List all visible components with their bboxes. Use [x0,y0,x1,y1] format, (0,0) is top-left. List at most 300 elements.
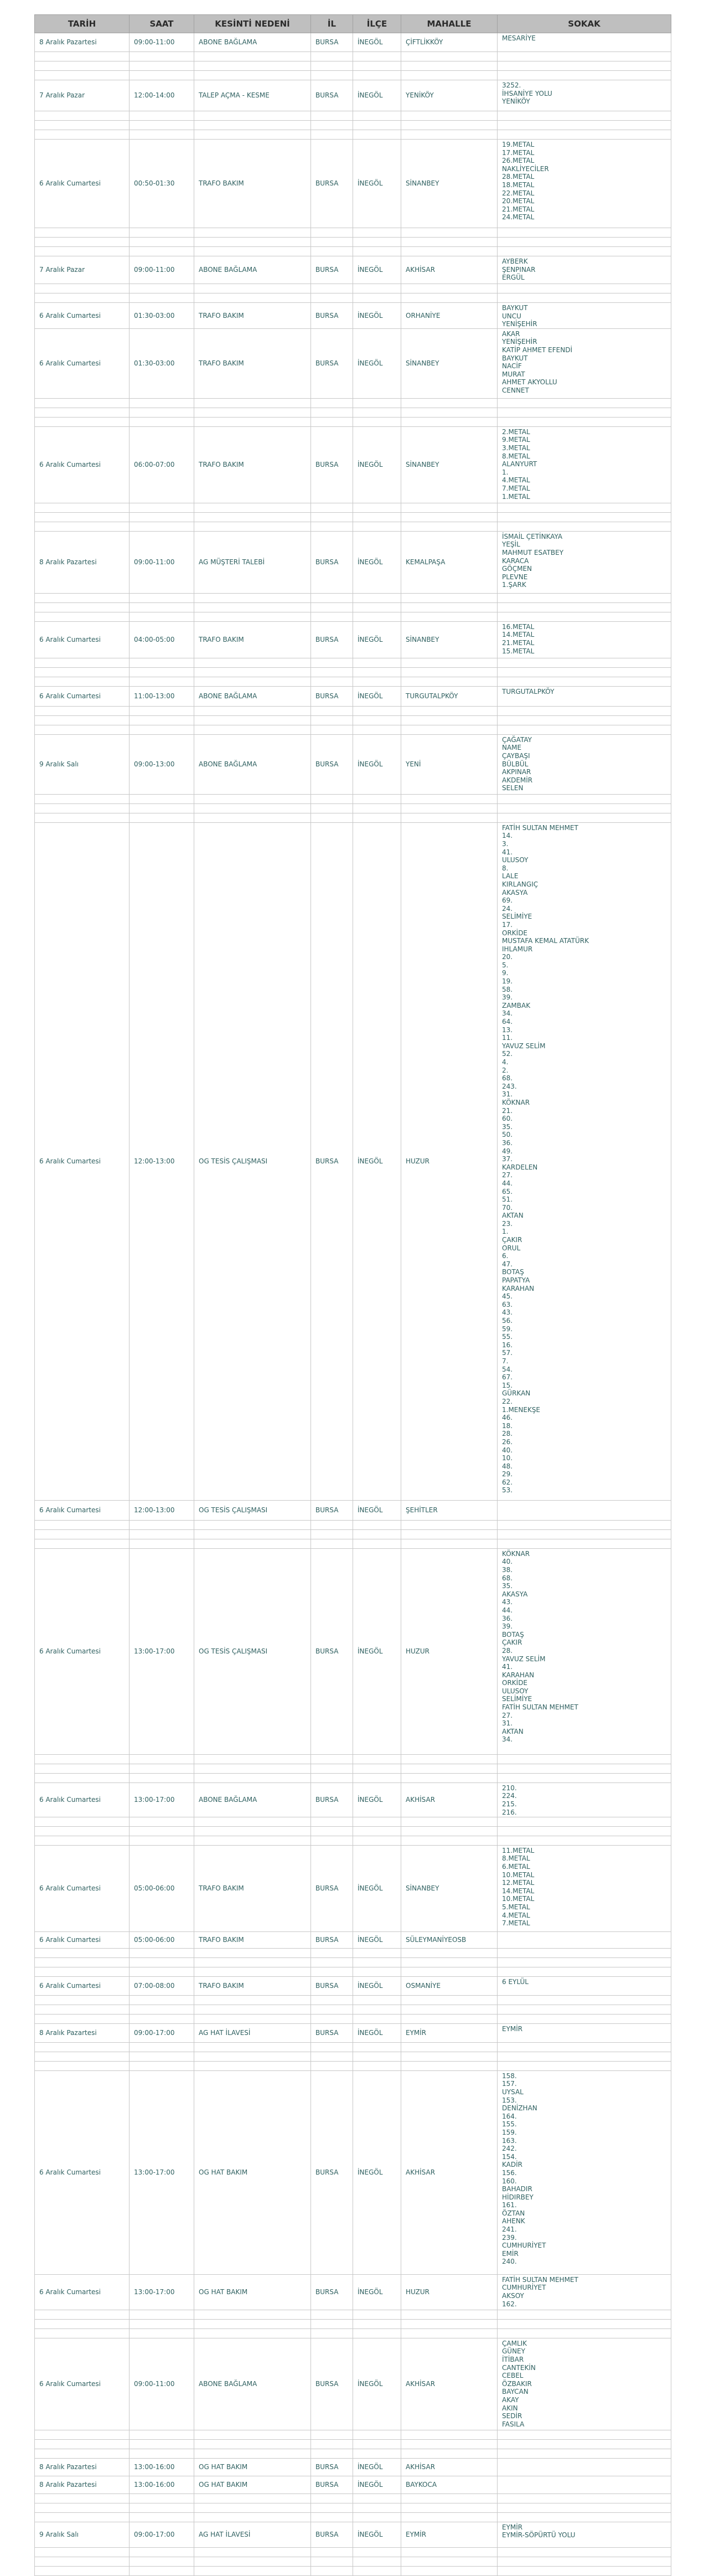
street-name: AHMET AKYOLLU [502,378,557,387]
cell-saat: 09:00-11:00 [130,531,194,593]
spacer-cell [35,2547,130,2557]
spacer-cell [498,2439,671,2449]
spacer-row [35,658,671,667]
street-name: 16.METAL [502,622,535,631]
spacer-cell [35,503,130,512]
cell-mahalle: BAYKOCA [401,2476,498,2493]
spacer-cell [130,1539,194,1548]
cell-kesinti-nedeni: OG TESİS ÇALIŞMASI [194,1500,311,1520]
spacer-cell [35,1764,130,1773]
cell-mahalle: AKHİSAR [401,2338,498,2430]
spacer-cell [35,612,130,621]
spacer-cell [194,1529,311,1539]
spacer-cell [194,1836,311,1845]
cell-il: BURSA [311,2070,353,2274]
street-name: 216. [502,1808,517,1816]
cell-mahalle: OSMANİYE [401,1976,498,1995]
street-name: 40. [502,1446,513,1454]
cell-tarih: 8 Aralık Pazartesi [35,531,130,593]
spacer-cell [194,2547,311,2557]
spacer-cell [401,1836,498,1845]
spacer-cell [311,2005,353,2014]
street-name: 31. [502,1090,513,1099]
spacer-cell [130,2449,194,2458]
spacer-cell [401,1764,498,1773]
spacer-row [35,1520,671,1529]
spacer-row [35,677,671,686]
table-row [35,80,671,111]
spacer-cell [130,1529,194,1539]
spacer-cell [130,725,194,734]
spacer-cell [194,2512,311,2522]
spacer-cell [311,2439,353,2449]
street-name: AKSOY [502,2291,524,2300]
spacer-cell [130,121,194,130]
spacer-cell [498,1967,671,1976]
cell-kesinti-nedeni: OG HAT BAKIM [194,2070,311,2274]
street-name: YENİKÖY [502,97,530,106]
cell-sokak [498,328,671,398]
spacer-row [35,2503,671,2512]
cell-kesinti-nedeni: TRAFO BAKIM [194,328,311,398]
spacer-cell [35,813,130,822]
spacer-cell [353,2430,401,2439]
spacer-cell [401,512,498,522]
street-name: 65. [502,1187,513,1196]
street-name: 35. [502,1582,513,1590]
street-name: ORUL [502,1244,521,1252]
street-name: 2.METAL [502,427,530,436]
street-name: 17. [502,920,513,929]
column-header-mahalle: MAHALLE [401,15,498,33]
table-row [35,531,671,593]
street-name: 4. [502,1058,509,1066]
cell-tarih: 6 Aralık Cumartesi [35,2274,130,2310]
spacer-cell [311,2014,353,2023]
cell-tarih: 6 Aralık Cumartesi [35,303,130,329]
spacer-cell [194,2014,311,2023]
cell-saat: 01:30-03:00 [130,328,194,398]
street-name: 43. [502,1598,513,1606]
spacer-cell [353,1529,401,1539]
spacer-cell [130,2005,194,2014]
street-name: 239. [502,2233,517,2242]
street-name: IHLAMUR [502,945,533,953]
street-name: FATİH SULTAN MEHMET [502,2275,578,2284]
spacer-cell [353,1773,401,1782]
street-name: 154. [502,2152,517,2161]
spacer-cell [498,612,671,621]
spacer-cell [353,522,401,531]
cell-kesinti-nedeni: OG HAT BAKIM [194,2458,311,2476]
spacer-cell [194,1995,311,2005]
cell-saat: 04:00-05:00 [130,621,194,658]
spacer-cell [194,398,311,408]
cell-kesinti-nedeni: TRAFO BAKIM [194,621,311,658]
spacer-cell [194,111,311,121]
spacer-cell [35,1967,130,1976]
spacer-cell [353,2319,401,2328]
street-name: 210. [502,1784,517,1792]
spacer-cell [311,121,353,130]
cell-il: BURSA [311,2274,353,2310]
cell-saat: 13:00-17:00 [130,1548,194,1754]
cell-ilce: İNEGÖL [353,686,401,706]
cell-saat: 07:00-08:00 [130,1976,194,1995]
spacer-cell [194,612,311,621]
spacer-cell [311,1826,353,1836]
spacer-cell [401,2005,498,2014]
spacer-row [35,2493,671,2503]
cell-saat: 00:50-01:30 [130,140,194,228]
spacer-cell [194,794,311,803]
spacer-cell [401,2052,498,2061]
spacer-cell [130,71,194,80]
spacer-cell [311,2052,353,2061]
spacer-row [35,121,671,130]
cell-ilce: İNEGÖL [353,822,401,1500]
cell-saat: 12:00-14:00 [130,80,194,111]
cell-il: BURSA [311,1500,353,1520]
spacer-cell [353,111,401,121]
spacer-cell [353,228,401,238]
spacer-cell [311,813,353,822]
street-name: TURGUTALPKÖY [502,687,555,695]
cell-kesinti-nedeni: OG HAT BAKIM [194,2274,311,2310]
spacer-cell [130,2042,194,2052]
cell-sokak [498,2023,671,2042]
spacer-cell [311,794,353,803]
spacer-cell [311,61,353,71]
street-name: KARAHAN [502,1671,535,1679]
cell-sokak [498,822,671,1500]
street-name: 21.METAL [502,205,535,213]
street-name: 36. [502,1138,513,1147]
street-name: 8. [502,864,509,872]
street-name: 70. [502,1203,513,1212]
spacer-cell [194,2430,311,2439]
spacer-cell [130,1754,194,1764]
spacer-cell [194,706,311,715]
spacer-cell [311,2503,353,2512]
column-header-kesinti-nedeni: KESİNTİ NEDENİ [194,15,311,33]
street-name: BAHADIR [502,2185,532,2193]
cell-mahalle: SÜLEYMANİYEOSB [401,1931,498,1948]
spacer-row [35,803,671,813]
spacer-cell [401,522,498,531]
spacer-cell [194,813,311,822]
cell-kesinti-nedeni: AG HAT İLAVESİ [194,2023,311,2042]
spacer-row [35,667,671,677]
spacer-cell [311,417,353,426]
cell-ilce: İNEGÖL [353,2458,401,2476]
spacer-cell [130,238,194,247]
spacer-cell [498,2493,671,2503]
spacer-cell [498,503,671,512]
spacer-cell [401,1948,498,1957]
cell-sokak [498,1500,671,1520]
spacer-cell [498,593,671,602]
street-name: 162. [502,2300,517,2308]
street-name: LALE [502,872,519,880]
table-body [35,33,671,2576]
spacer-cell [498,1539,671,1548]
spacer-cell [130,512,194,522]
spacer-cell [35,293,130,303]
cell-sokak [498,2070,671,2274]
spacer-cell [35,417,130,426]
spacer-row [35,2547,671,2557]
spacer-cell [35,2512,130,2522]
spacer-cell [353,803,401,813]
cell-kesinti-nedeni: OG HAT BAKIM [194,2476,311,2493]
spacer-cell [194,2005,311,2014]
cell-sokak [498,686,671,706]
street-name: ÖZBAKIR [502,2379,532,2388]
cell-ilce: İNEGÖL [353,303,401,329]
spacer-cell [401,706,498,715]
cell-kesinti-nedeni: AG MÜŞTERİ TALEBİ [194,531,311,593]
spacer-cell [498,725,671,734]
cell-il: BURSA [311,2458,353,2476]
street-name: 20.METAL [502,197,535,205]
street-name: 164. [502,2112,517,2120]
spacer-cell [498,284,671,293]
spacer-cell [35,1817,130,1826]
spacer-cell [311,2449,353,2458]
spacer-cell [401,1957,498,1967]
spacer-cell [498,2014,671,2023]
spacer-cell [353,1539,401,1548]
street-name: 36. [502,1614,513,1622]
street-name: KADİR [502,2161,522,2169]
street-name: YEŞİL [502,540,520,549]
cell-saat: 13:00-17:00 [130,2274,194,2310]
spacer-cell [498,512,671,522]
spacer-cell [194,2557,311,2566]
street-name: 64. [502,1018,513,1026]
cell-il: BURSA [311,1931,353,1948]
spacer-cell [194,130,311,140]
spacer-cell [194,593,311,602]
spacer-cell [194,1817,311,1826]
spacer-cell [35,725,130,734]
spacer-cell [401,602,498,612]
outage-table [34,14,671,2576]
street-name: SEDİR [502,2412,522,2420]
spacer-cell [311,247,353,256]
street-name: 46. [502,1414,513,1422]
street-name: 1.ŞARK [502,581,526,589]
spacer-cell [353,1836,401,1845]
street-name: 27. [502,1711,513,1719]
street-name: PAPATYA [502,1276,530,1285]
street-name: 8.METAL [502,1854,530,1863]
spacer-cell [130,1995,194,2005]
street-name: 5. [502,961,509,969]
street-name: 38. [502,1565,513,1574]
spacer-cell [194,2566,311,2575]
spacer-cell [130,803,194,813]
street-name: 159. [502,2128,517,2136]
spacer-cell [35,2319,130,2328]
spacer-cell [130,677,194,686]
spacer-cell [130,706,194,715]
street-name: 2. [502,1066,509,1074]
cell-il: BURSA [311,822,353,1500]
spacer-cell [130,1836,194,1845]
cell-ilce: İNEGÖL [353,426,401,503]
spacer-cell [353,130,401,140]
cell-saat: 13:00-16:00 [130,2476,194,2493]
spacer-row [35,293,671,303]
spacer-cell [35,2052,130,2061]
spacer-cell [35,2005,130,2014]
spacer-cell [130,2512,194,2522]
spacer-cell [401,1967,498,1976]
spacer-cell [311,1754,353,1764]
spacer-cell [194,658,311,667]
street-name: 10.METAL [502,1895,535,1903]
spacer-cell [498,2319,671,2328]
cell-tarih: 6 Aralık Cumartesi [35,1931,130,1948]
cell-ilce: İNEGÖL [353,1500,401,1520]
spacer-cell [311,2042,353,2052]
street-name: 243. [502,1082,517,1090]
street-name: EYMİR [502,2024,523,2033]
spacer-cell [35,398,130,408]
street-name: BOTAŞ [502,1268,524,1276]
street-name: İTİBAR [502,2355,524,2363]
street-name: AKASYA [502,1590,528,1598]
spacer-cell [35,706,130,715]
spacer-cell [130,2493,194,2503]
spacer-cell [194,1520,311,1529]
street-name: 54. [502,1365,513,1373]
spacer-cell [311,522,353,531]
spacer-row [35,417,671,426]
cell-tarih: 8 Aralık Pazartesi [35,2023,130,2042]
table-row [35,822,671,1500]
street-name: ÇAMLIK [502,2339,527,2347]
spacer-cell [311,715,353,725]
column-header-il: İL [311,15,353,33]
street-name: 31. [502,1719,513,1728]
spacer-cell [353,725,401,734]
spacer-cell [194,2310,311,2319]
spacer-cell [401,2310,498,2319]
spacer-row [35,2449,671,2458]
street-name: 22. [502,1397,513,1405]
cell-kesinti-nedeni: ABONE BAĞLAMA [194,33,311,52]
spacer-cell [353,121,401,130]
spacer-cell [353,602,401,612]
street-name: BÜLBÜL [502,760,529,768]
street-name: 24.METAL [502,213,535,221]
cell-mahalle: SİNANBEY [401,140,498,228]
cell-kesinti-nedeni: OG TESİS ÇALIŞMASI [194,1548,311,1754]
cell-il: BURSA [311,80,353,111]
table-row [35,33,671,52]
street-name: 29. [502,1470,513,1478]
spacer-cell [498,2052,671,2061]
street-name: CANTEKİN [502,2363,536,2372]
spacer-cell [130,503,194,512]
street-name: 10.METAL [502,1871,535,1879]
spacer-cell [35,1773,130,1782]
spacer-cell [353,1948,401,1957]
cell-tarih: 6 Aralık Cumartesi [35,686,130,706]
street-name: 51. [502,1196,513,1204]
cell-kesinti-nedeni: OG TESİS ÇALIŞMASI [194,822,311,1500]
street-name: 10. [502,1454,513,1462]
cell-il: BURSA [311,2522,353,2547]
street-name: 28. [502,1430,513,1438]
street-name: CENNET [502,386,529,394]
spacer-cell [401,111,498,121]
table-row [35,1931,671,1948]
spacer-cell [498,2310,671,2319]
street-name: 13. [502,1026,513,1034]
spacer-cell [353,2310,401,2319]
cell-sokak [498,33,671,52]
cell-il: BURSA [311,686,353,706]
street-name: UNCU [502,312,521,320]
spacer-cell [35,2566,130,2575]
street-name: İHSANİYE YOLU [502,89,552,97]
spacer-cell [401,71,498,80]
spacer-cell [401,1995,498,2005]
cell-tarih: 8 Aralık Pazartesi [35,2458,130,2476]
spacer-cell [130,2014,194,2023]
cell-saat: 09:00-13:00 [130,734,194,794]
table-row [35,303,671,329]
spacer-cell [311,2319,353,2328]
street-name: 34. [502,1735,513,1744]
spacer-row [35,2328,671,2338]
cell-mahalle: AKHİSAR [401,1782,498,1817]
street-name: 9.METAL [502,436,530,444]
spacer-row [35,284,671,293]
spacer-cell [498,398,671,408]
spacer-cell [130,715,194,725]
spacer-cell [401,803,498,813]
spacer-cell [353,503,401,512]
spacer-cell [498,111,671,121]
street-name: MUSTAFA KEMAL ATATÜRK [502,937,589,945]
spacer-cell [311,706,353,715]
spacer-cell [498,1520,671,1529]
spacer-cell [35,1529,130,1539]
spacer-cell [498,522,671,531]
street-name: 44. [502,1179,513,1187]
street-name: 3. [502,839,509,848]
cell-sokak [498,1845,671,1931]
spacer-cell [498,803,671,813]
spacer-cell [35,228,130,238]
cell-tarih: 6 Aralık Cumartesi [35,1976,130,1995]
spacer-cell [498,1948,671,1957]
street-name: ULUSOY [502,856,529,864]
street-name: 62. [502,1478,513,1486]
cell-il: BURSA [311,2476,353,2493]
spacer-row [35,2512,671,2522]
spacer-row [35,1836,671,1845]
spacer-cell [311,284,353,293]
spacer-cell [130,1948,194,1957]
table-row [35,621,671,658]
cell-mahalle: HUZUR [401,1548,498,1754]
